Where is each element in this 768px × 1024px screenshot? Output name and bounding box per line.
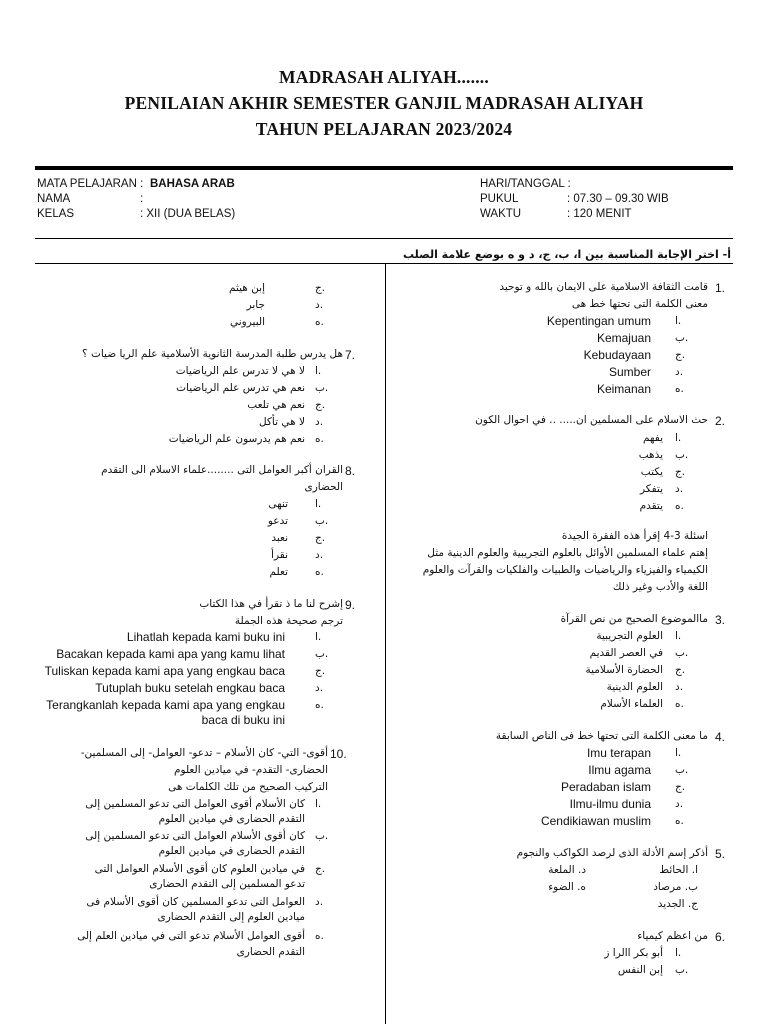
q1-option-d[interactable]: Sumber	[608, 365, 651, 379]
q9-option-a-letter: ا.	[315, 631, 322, 643]
q9-option-e-continued: baca di buku ini	[201, 713, 285, 727]
name-label: NAMA	[37, 193, 71, 205]
date-label: HARI/TANGGAL :	[480, 178, 571, 190]
q10-option-c-letter: ج.	[315, 863, 326, 875]
q5-option-d[interactable]: د. الملعة	[548, 864, 586, 876]
school-title: MADRASAH ALIYAH.......	[279, 67, 489, 87]
reading-paragraph-line-1: إهتم علماء المسلمين الأوائل بالعلوم التجريبية والعلوم الدينية مثل	[427, 547, 708, 559]
q1-option-a-letter: ا.	[675, 315, 682, 327]
q7-option-e[interactable]: نعم هم يدرسون علم الرياضيات	[168, 433, 305, 445]
q9-option-a[interactable]: Lihatlah kepada kami buku ini	[126, 630, 285, 644]
q4-option-b-letter: ب.	[675, 764, 689, 776]
time-value: : 07.30 – 09.30 WIB	[567, 193, 669, 205]
q7-option-b-letter: ب.	[315, 382, 329, 394]
q7-option-a-letter: ا.	[315, 365, 322, 377]
q8-option-e[interactable]: تعلم	[269, 566, 288, 578]
q5-option-a[interactable]: ا. الحائط	[659, 864, 698, 876]
name-colon: :	[140, 193, 144, 205]
q8-option-a[interactable]: تنهى	[268, 498, 288, 510]
q6-option-d[interactable]: جابر	[246, 299, 265, 311]
question-10-text-2: الحضارى- التقدم- في ميادين العلوم	[174, 764, 328, 776]
column-divider	[385, 263, 386, 1024]
q8-option-e-letter: ه.	[315, 566, 324, 578]
q10-option-e-continued: التقدم الحضارى	[236, 946, 305, 958]
q8-option-c-letter: ج.	[315, 532, 326, 544]
q3-option-e[interactable]: العلماء الأسلام	[600, 698, 663, 710]
question-1-text: قامت الثقافة الاسلامية على الايمان بالله و توحيد	[499, 281, 708, 293]
question-3-number: 3.	[715, 613, 726, 627]
q6-option-c-letter: ج.	[315, 282, 326, 294]
q3-option-d[interactable]: العلوم الدينية	[606, 681, 663, 693]
question-2-text: حث الاسلام على المسلمين ان..... .. في احوال الكون	[475, 414, 708, 426]
q1-option-d-letter: د.	[675, 366, 684, 378]
q9-option-c-letter: ج.	[315, 665, 326, 677]
question-6-number: 6.	[715, 930, 726, 944]
q7-option-c-letter: ج.	[315, 399, 326, 411]
q3-option-a-letter: ا.	[675, 630, 682, 642]
q2-option-d-letter: د.	[675, 483, 684, 495]
q6-option-a-letter: ا.	[675, 947, 682, 959]
q10-option-e[interactable]: أقوى العوامل الأسلام تدعو التى في ميادين العلم إلى	[77, 930, 305, 942]
q3-option-b-letter: ب.	[675, 647, 689, 659]
question-5-number: 5.	[715, 847, 726, 861]
question-9-number: 9.	[345, 598, 356, 612]
q8-option-d-letter: د.	[315, 549, 324, 561]
q1-option-c-letter: ج.	[675, 349, 686, 361]
question-10-number: 10.	[330, 747, 347, 761]
q6-option-e[interactable]: البيروني	[230, 316, 265, 328]
class-value: : XII (DUA BELAS)	[140, 208, 236, 220]
q10-option-e-letter: ه.	[315, 930, 324, 942]
q6-option-b[interactable]: إبن النفس	[617, 964, 663, 976]
q4-option-e-letter: ه.	[675, 815, 684, 827]
q1-option-b[interactable]: Kemajuan	[596, 331, 651, 345]
question-8-text-2: الحضارى	[304, 481, 343, 493]
exam-title: PENILAIAN AKHIR SEMESTER GANJIL MADRASAH ALIYAH	[124, 93, 644, 113]
q3-option-a[interactable]: العلوم التجريبية	[596, 630, 663, 642]
q3-option-b[interactable]: في العصر القديم	[589, 647, 663, 659]
question-8-text: القران أكبر العوامل التى ........علماء الاسلام الى التقدم	[101, 464, 343, 476]
q1-option-c[interactable]: Kebudayaan	[583, 348, 651, 362]
q7-option-c[interactable]: نعم هي تلعب	[247, 399, 305, 411]
q2-option-e[interactable]: يتقدم	[639, 500, 663, 512]
reading-paragraph-line-3: اللغة والأدب وغير ذلك	[612, 581, 708, 593]
q10-option-d[interactable]: العوامل التى تدعو المسلمين كان أقوى الأسلام فى	[86, 896, 305, 908]
reading-intro: اسئلة 3-4 إقرأ هذه الفقرة الجيدة	[561, 530, 708, 542]
q8-option-b-letter: ب.	[315, 515, 329, 527]
question-1-text-2: معنى الكلمة التى تحتها خط هى	[571, 298, 708, 310]
q9-option-d-letter: د.	[315, 682, 324, 694]
q10-option-a-continued: التقدم الحضارى في ميادين العلوم	[158, 813, 305, 825]
question-6-text: من اعظم كيمياء	[637, 930, 708, 942]
q9-option-e[interactable]: Terangkanlah kepada kami apa yang engkau	[46, 698, 285, 712]
q4-option-a[interactable]: Imu terapan	[586, 746, 651, 760]
q4-option-a-letter: ا.	[675, 747, 682, 759]
q2-option-c-letter: ج.	[675, 466, 686, 478]
q4-option-b[interactable]: Ilmu agama	[588, 763, 651, 777]
q5-option-e[interactable]: ه. الضوء	[548, 881, 586, 893]
question-4-number: 4.	[715, 730, 726, 744]
q7-option-b[interactable]: نعم هي تدرس علم الرياضيات	[176, 382, 305, 394]
question-9-text: إشرح لنا ما ذ تقرأ في هذا الكتاب	[199, 598, 343, 610]
q4-option-c-letter: ج.	[675, 781, 686, 793]
question-5-text: أذكر إسم الأدلة الذى لرصد الكواكب والنجوم	[516, 847, 708, 859]
q2-option-a-letter: ا.	[675, 432, 682, 444]
time-label: PUKUL	[480, 193, 519, 205]
q1-option-a[interactable]: Kepentingan umum	[546, 314, 651, 328]
q4-option-c[interactable]: Peradaban islam	[560, 780, 651, 794]
q9-option-b-letter: ب.	[315, 648, 329, 660]
class-label: KELAS	[37, 208, 75, 220]
duration-value: : 120 MENIT	[567, 208, 632, 220]
subject-label: MATA PELAJARAN :	[37, 178, 144, 190]
info-divider	[35, 238, 733, 239]
q2-option-c[interactable]: يكتب	[640, 466, 663, 478]
q5-option-b[interactable]: ب. مرصاد	[653, 881, 698, 893]
question-7-number: 7.	[345, 348, 356, 362]
q10-option-c[interactable]: في ميادين العلوم كان أقوى الأسلام العوامل التى	[94, 863, 305, 875]
q10-option-b[interactable]: كان أقوى الأسلام العوامل التى تدعو المسلمين إلى	[85, 830, 305, 842]
q1-option-e-letter: ه.	[675, 383, 684, 395]
q7-option-d[interactable]: لا هي تأكل	[258, 416, 305, 428]
question-1-number: 1.	[715, 281, 726, 295]
header-divider	[35, 166, 733, 170]
question-9-text-2: ترجم صحيحة هذه الجملة	[234, 615, 343, 627]
q1-option-b-letter: ب.	[675, 332, 689, 344]
duration-label: WAKTU	[480, 208, 522, 220]
column-top-divider	[35, 263, 733, 264]
q5-option-c[interactable]: ج. الجديد	[657, 898, 698, 910]
q6-option-e-letter: ه.	[315, 316, 324, 328]
q4-option-e[interactable]: Cendikiawan muslim	[540, 814, 651, 828]
question-10-text-3: التركيب الصحيح من تلك الكلمات هى	[168, 781, 328, 793]
question-2-number: 2.	[715, 414, 726, 428]
q6-option-c[interactable]: إبن هيثم	[228, 282, 265, 294]
reading-paragraph-line-2: الكيمياء والفيزياء والرياضيات والطبيات والفلكيات والقرآت والعلوم	[422, 564, 708, 576]
q9-option-d[interactable]: Tutuplah buku setelah engkau baca	[95, 681, 285, 695]
q7-option-e-letter: ه.	[315, 433, 324, 445]
question-10-text: أقوى- التي- كان الأسلام – تدعو- العوامل- إلى المسلمين-	[80, 747, 328, 759]
q10-option-d-continued: ميادين العلوم إلى التقدم الحضارى	[157, 911, 305, 923]
question-4-text: ما معنى الكلمة التى تحتها خط فى الناص السابقة	[495, 730, 708, 742]
q7-option-d-letter: د.	[315, 416, 324, 428]
q3-option-d-letter: د.	[675, 681, 684, 693]
q6-option-a[interactable]: أبو بكر االرا ز	[604, 947, 663, 959]
q2-option-a[interactable]: يفهم	[642, 432, 663, 444]
q8-option-a-letter: ا.	[315, 498, 322, 510]
q4-option-d[interactable]: Ilmu-ilmu dunia	[569, 797, 651, 811]
q3-option-c-letter: ج.	[675, 664, 686, 676]
q8-option-d[interactable]: نقرأ	[271, 549, 288, 561]
question-3-text: ماالموضوع الصحيح من نص القرآة	[560, 613, 708, 625]
q3-option-c[interactable]: الحضارة الأسلامية	[585, 664, 663, 676]
q2-option-b[interactable]: يذهب	[638, 449, 663, 461]
q6-option-d-letter: د.	[315, 299, 324, 311]
q6-option-b-letter: ب.	[675, 964, 689, 976]
q2-option-e-letter: ه.	[675, 500, 684, 512]
q1-option-e[interactable]: Keimanan	[596, 382, 651, 396]
q8-option-c[interactable]: نعبد	[271, 532, 288, 544]
q9-option-c[interactable]: Tuliskan kepada kami apa yang engkau baca	[44, 664, 285, 678]
q10-option-a-letter: ا.	[315, 798, 322, 810]
question-7-text: هل يدرس طلبة المدرسة الثانوية الأسلامية علم الريا ضيات ؟	[82, 348, 343, 360]
q9-option-b[interactable]: Bacakan kepada kami apa yang kamu lihat	[56, 647, 285, 661]
q4-option-d-letter: د.	[675, 798, 684, 810]
q3-option-e-letter: ه.	[675, 698, 684, 710]
q2-option-b-letter: ب.	[675, 449, 689, 461]
q10-option-d-letter: د.	[315, 896, 324, 908]
instruction: أ- اختر الإجابة المناسبة بين ا، ب، ج، د و ه بوضع علامة الصلب	[402, 248, 731, 261]
q10-option-b-letter: ب.	[315, 830, 329, 842]
year-title: TAHUN PELAJARAN 2023/2024	[255, 119, 513, 139]
q7-option-a[interactable]: لا هي لا تدرس علم الرياضيات	[175, 365, 305, 377]
q9-option-e-letter: ه.	[315, 699, 324, 711]
q2-option-d[interactable]: يتفكر	[640, 483, 663, 495]
subject-value: BAHASA ARAB	[150, 178, 235, 190]
q10-option-c-continued: تدعو المسلمين إلى التقدم الحضارى	[149, 878, 305, 890]
question-8-number: 8.	[345, 464, 356, 478]
q8-option-b[interactable]: تدعو	[267, 515, 288, 527]
q10-option-a[interactable]: كان الأسلام أقوى العوامل التى تدعو المسلمين إلى	[85, 798, 305, 810]
q10-option-b-continued: التقدم الحضارى في ميادين العلوم	[158, 845, 305, 857]
